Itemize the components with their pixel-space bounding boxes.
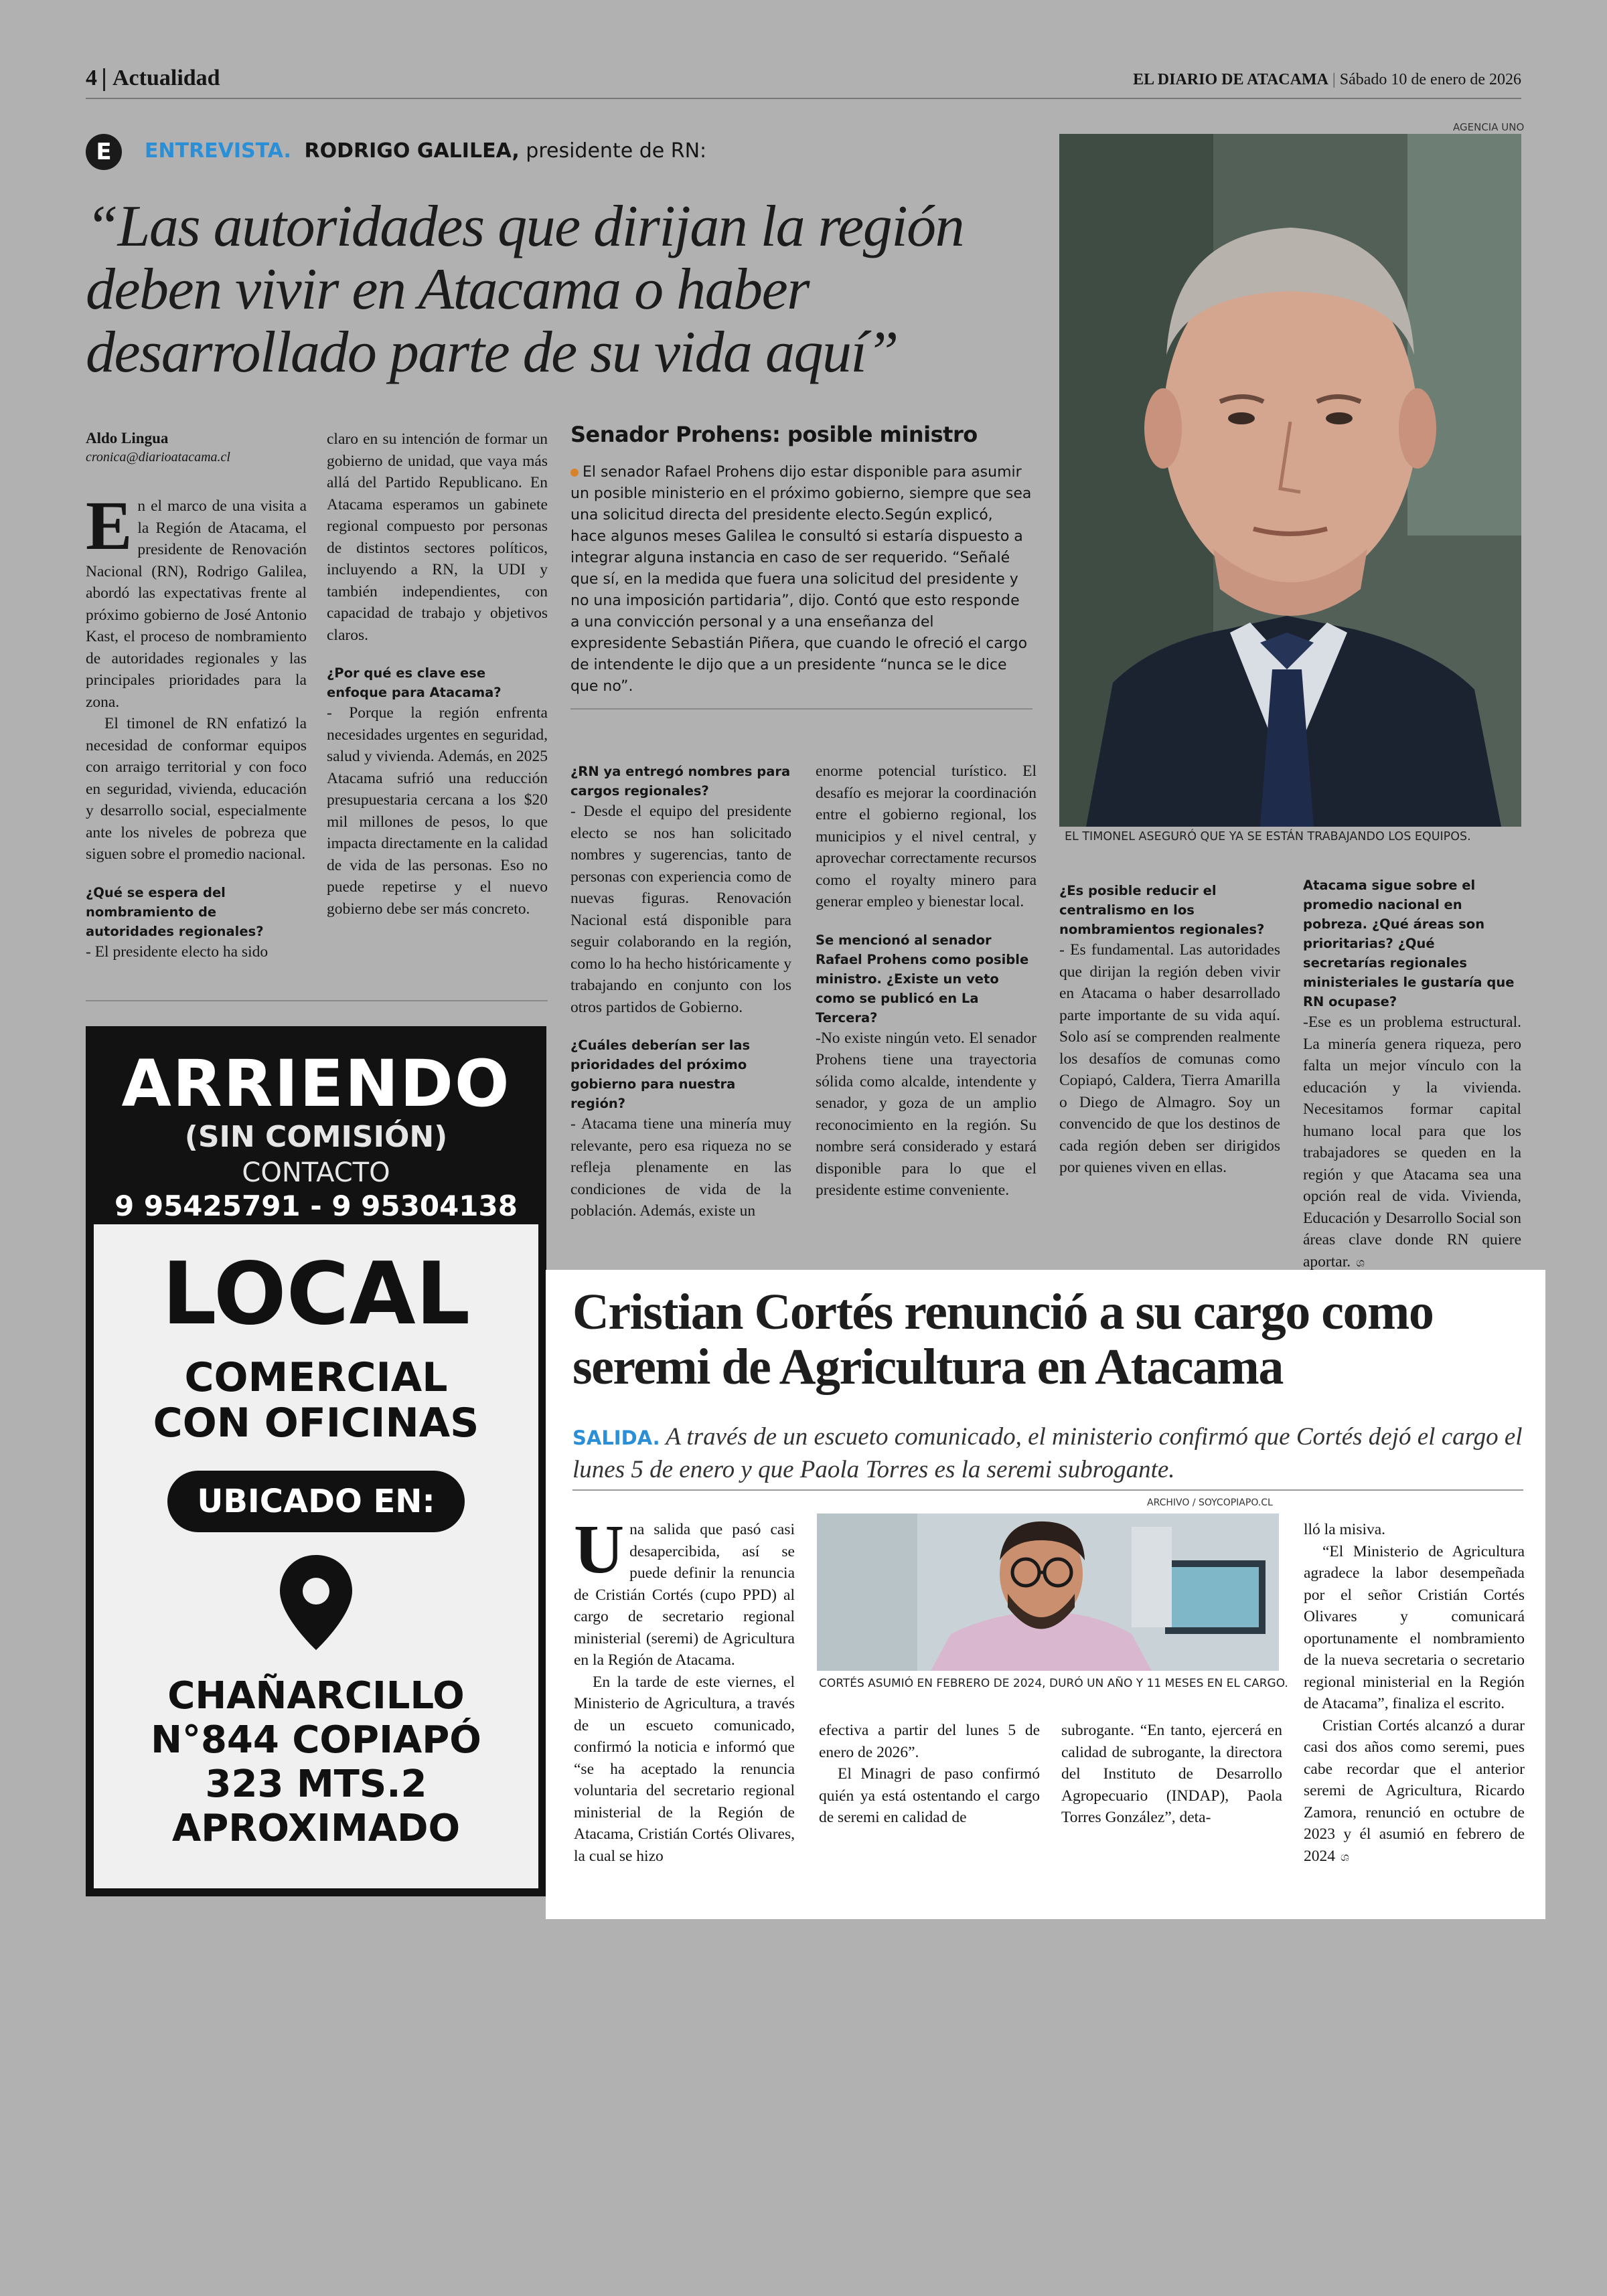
paragraph: El timonel de RN enfatizó la necesidad de conformar equipos con arraigo territorial y con foco en seguridad, vivienda, educación y desarrollo social, especialmente ante los niveles de pobreza que siguen sobre el promedio nacional. xyxy=(86,715,307,863)
location-pin-icon xyxy=(276,1552,356,1653)
news-lead-rule xyxy=(572,1489,1523,1491)
question: ¿Qué se espera del nombramiento de autoridades regionales? xyxy=(86,884,264,939)
paragraph: “El Ministerio de Agricultura agradece la labor desempeñada por el señor Cristián Cortés Olivares y comunicará oportunamente el nombramiento de la nueva secretaria o secretario regional ministerial en la Región de Atacama”, finaliza el escrito. xyxy=(1304,1542,1525,1712)
newspaper-name: EL DIARIO DE ATACAMA xyxy=(1133,71,1328,88)
news-column-3 xyxy=(1061,1720,1282,1907)
ad-comercial: COMERCIAL xyxy=(184,1354,448,1401)
question: ¿Es posible reducir el centralismo en los nombramientos regionales? xyxy=(1059,883,1265,937)
answer: -No existe ningún veto. El senador Prohens tiene una trayectoria sólida como alcalde, intendente y senador, y goza de un amplio reconocimiento en la región. Su nombre será considerado y estará disponible para lo que el presidente estime conveniente. xyxy=(816,1029,1037,1199)
paragraph: El Minagri de paso confirmó quién ya está ostentando el cargo de seremi en calidad de xyxy=(819,1765,1040,1826)
interview-column-3 xyxy=(570,743,791,1258)
galilea-photo xyxy=(1059,134,1521,827)
question: Atacama sigue sobre el promedio nacional en pobreza. ¿Qué áreas son prioritarias? ¿Qué secretarías regionales ministeriales le gustaría que RN ocupase? xyxy=(1303,878,1515,1009)
author-name: Aldo Lingua xyxy=(86,430,169,446)
masthead-date: EL DIARIO DE ATACAMA | Sábado 10 de enero de 2026 xyxy=(1133,71,1521,88)
ad-no-commission: (SIN COMISIÓN) xyxy=(184,1120,448,1154)
answer: -Ese es un problema estructural. La minería genera riqueza, pero falta un mejor vínculo con la educación y la vivienda. Necesitamos formar capital humano local para que los trabajadores se queden en la región y que Atacama sea una opción real de vida. Vivienda, Educación y Desarrollo Social son áreas clave donde RN quiere aportar. ශ xyxy=(1303,1013,1521,1270)
interview-column-6 xyxy=(1303,858,1521,1270)
news-column-4 xyxy=(1304,1519,1525,1907)
answer: - Atacama tiene una minería muy relevante, pero esa riqueza no se refleja plenamente en las condiciones de vida de la población. Además, existe un xyxy=(570,1115,791,1220)
end-mark-icon: ශ xyxy=(1341,1850,1349,1864)
news-kicker: SALIDA. xyxy=(572,1426,660,1449)
sidebar-body: El senador Rafael Prohens dijo estar disponible para asumir un posible ministerio en el próximo gobierno, siempre que sea una solicitud directa del presidente electo.Según explicó, hace algunos meses Galilea le consultó si estaría dispuesto a integrar alguna instancia en caso de ser requerido. “Señalé que sí, en la medida que fuera una solicitud del presidente y no una imposición partidaria”, dijo. Contó que esto responde a una convicción personal y a una enseñanza del expresidente Sebastián Piñera, que cuando le ofreció el cargo de intendente le dijo que a un presidente “nunca se le dice que no”. xyxy=(570,464,1032,695)
kicker-label: ENTREVISTA. xyxy=(145,139,291,163)
ad-local: LOCAL xyxy=(161,1244,471,1344)
page-header xyxy=(86,66,1521,99)
ad-location-pill: UBICADO EN: xyxy=(167,1471,465,1532)
paragraph: n el marco de una visita a la Región de Atacama, el presidente de Renovación Nacional (RN), Rodrigo Galilea, abordó las expectativas frente al próximo gobierno de José Antonio Kast, el proceso de nombramiento de autoridades regionales y las principales prioridades para la zona. xyxy=(86,497,307,711)
ad-approx: APROXIMADO xyxy=(171,1807,461,1850)
paragraph: na salida que pasó casi desapercibida, así se puede definir la renuncia de Cristián Cortés (cupo PPD) al cargo de secretario regional ministerial (seremi) de Agricultura en la Región de Atacama. xyxy=(574,1521,795,1669)
news-article xyxy=(546,1270,1545,1919)
page-number: 4 xyxy=(86,66,97,90)
drop-cap: E xyxy=(86,487,133,564)
portrait-illustration xyxy=(1059,134,1521,827)
paragraph: lló la misiva. xyxy=(1304,1521,1386,1538)
news-column-2 xyxy=(819,1720,1040,1907)
answer: - Desde el equipo del presidente electo se nos han solicitado nombres y sugerencias, tanto de personas con experiencia como de nuevas figuras. Renovación Nacional está disponible para seguir colaborando en la región, como lo ha hecho históricamente y trabajando en conjunto con los otros partidos de Gobierno. xyxy=(570,803,791,1016)
interview-bottom-rule xyxy=(86,1000,548,1001)
question: Se mencionó al senador Rafael Prohens como posible ministro. ¿Existe un veto como se publicó en La Tercera? xyxy=(816,932,1029,1026)
ad-oficinas: CON OFICINAS xyxy=(153,1400,479,1447)
paragraph: subrogante. “En tanto, ejercerá en calidad de subrogante, la directora del Instituto de Desarrollo Agropecuario (INDAP), Paola Torres González”, deta- xyxy=(1061,1722,1282,1826)
rental-advertisement xyxy=(86,1026,546,1896)
cortes-photo xyxy=(817,1513,1279,1671)
issue-date: Sábado 10 de enero de 2026 xyxy=(1339,71,1521,88)
photo-caption: EL TIMONEL ASEGURÓ QUE YA SE ESTÁN TRABAJANDO LOS EQUIPOS. xyxy=(1065,830,1471,843)
paragraph: En la tarde de este viernes, el Ministerio de Agricultura, a través de un escueto comunicado, confirmó la noticia e informó que “se ha aceptado la renuncia voluntaria del secretario regional ministerial de la Región de Atacama, Cristián Cortés Olivares, la cual se hizo xyxy=(574,1673,795,1865)
interview-column-2 xyxy=(327,428,548,964)
question: ¿Cuáles deberían ser las prioridades del próximo gobierno para nuestra región? xyxy=(570,1038,751,1111)
ad-address-number: N°844 COPIAPÓ xyxy=(151,1718,481,1762)
author-email: cronica@diarioatacama.cl xyxy=(86,450,230,465)
interview-badge: E xyxy=(86,134,122,170)
ad-contact-label: CONTACTO xyxy=(242,1157,390,1188)
ad-panel xyxy=(94,1224,538,1888)
interview-column-1 xyxy=(86,487,307,984)
interview-headline: “Las autoridades que dirijan la región deben vivir en Atacama o haber desarrollado parte de su vida aquí” xyxy=(86,194,964,385)
news-lead: SALIDA. A través de un escueto comunicado, el ministerio confirmó que Cortés dejó el cargo el lunes 5 de enero y que Paola Torres es la seremi subrogante. xyxy=(572,1423,1523,1483)
ad-address-street: CHAÑARCILLO xyxy=(167,1674,465,1718)
ad-area: 323 MTS.2 xyxy=(205,1762,427,1806)
header-divider xyxy=(103,68,105,91)
news-column-1 xyxy=(574,1511,795,1907)
sidebar-title: Senador Prohens: posible ministro xyxy=(570,422,978,447)
sidebar-prohens xyxy=(570,422,1032,710)
cortes-illustration xyxy=(817,1513,1279,1671)
drop-cap: U xyxy=(574,1511,625,1588)
end-mark-icon: ශ xyxy=(1356,1255,1365,1270)
paragraph: Cristian Cortés alcanzó a durar casi dos años como seremi, pues cabe recordar que el anterior seremi de Agricultura, Ricardo Zamora, renunció en octubre de 2023 y él asumió en febrero de 2024 ශ xyxy=(1304,1716,1525,1865)
ad-phones: 9 95425791 - 9 95304138 xyxy=(114,1190,518,1222)
kicker-line xyxy=(145,139,706,163)
sidebar-rule xyxy=(570,708,1032,710)
paragraph: claro en su intención de formar un gobierno de unidad, que vaya más allá del Partido Republicano. En Atacama esperamos un gabinete regional compuesto por personas de distintos sectores políticos, incluyendo a RN, la UDI y también independientes, con capacidad de trabajo y objetivos claros. xyxy=(327,430,548,644)
answer: - El presidente electo ha sido xyxy=(86,942,269,961)
ad-headline: ARRIENDO xyxy=(121,1046,511,1121)
answer: - Porque la región enfrenta necesidades urgentes en seguridad, salud y vivienda. Además, en 2025 Atacama sufrió una reducción presupuestaria cercana a los $20 mil millones de pesos, lo que impacta directamente en la calidad de vida de las personas. Eso no puede repetirse y el nuevo gobierno debe ser más concreto. xyxy=(327,704,548,918)
question: ¿RN ya entregó nombres para cargos regionales? xyxy=(570,764,791,799)
question: ¿Por qué es clave ese enfoque para Atacama? xyxy=(327,665,502,700)
news-photo-credit: ARCHIVO / SOYCOPIAPO.CL xyxy=(1147,1497,1273,1508)
paragraph: efectiva a partir del lunes 5 de enero de 2026”. xyxy=(819,1722,1040,1761)
interview-kicker xyxy=(86,134,1037,171)
sidebar-bullet xyxy=(570,469,579,477)
paragraph: enorme potencial turístico. El desafío es mejorar la coordinación entre el gobierno regional, los municipios y el nivel central, y aprovechar correctamente recursos como el royalty minero para generar empleo y bienestar local. xyxy=(816,762,1037,910)
section-name: Actualidad xyxy=(112,66,220,90)
news-photo-caption: CORTÉS ASUMIÓ EN FEBRERO DE 2024, DURÓ UN AÑO Y 11 MESES EN EL CARGO. xyxy=(819,1677,1288,1690)
byline xyxy=(86,430,313,465)
interviewee-name: RODRIGO GALILEA, xyxy=(304,139,520,163)
interview-column-4 xyxy=(816,760,1037,1256)
interviewee-role: presidente de RN: xyxy=(519,139,707,163)
answer: - Es fundamental. Las autoridades que dirijan la región deben vivir en Atacama o haber desarrollado parte importante de su vida aquí. Solo así se comprenden realmente los desafíos de comunas como Copiapó, Caldera, Tierra Amarilla o Diego de Almagro. Soy un convencido de que los destinos de cada región deben ser dirigidos por quienes viven en ellas. xyxy=(1059,941,1280,1176)
interview-column-5 xyxy=(1059,864,1280,1258)
news-headline: Cristian Cortés renunció a su cargo como seremi de Agricultura en Atacama xyxy=(572,1284,1434,1395)
photo-credit: AGENCIA UNO xyxy=(1453,121,1525,133)
